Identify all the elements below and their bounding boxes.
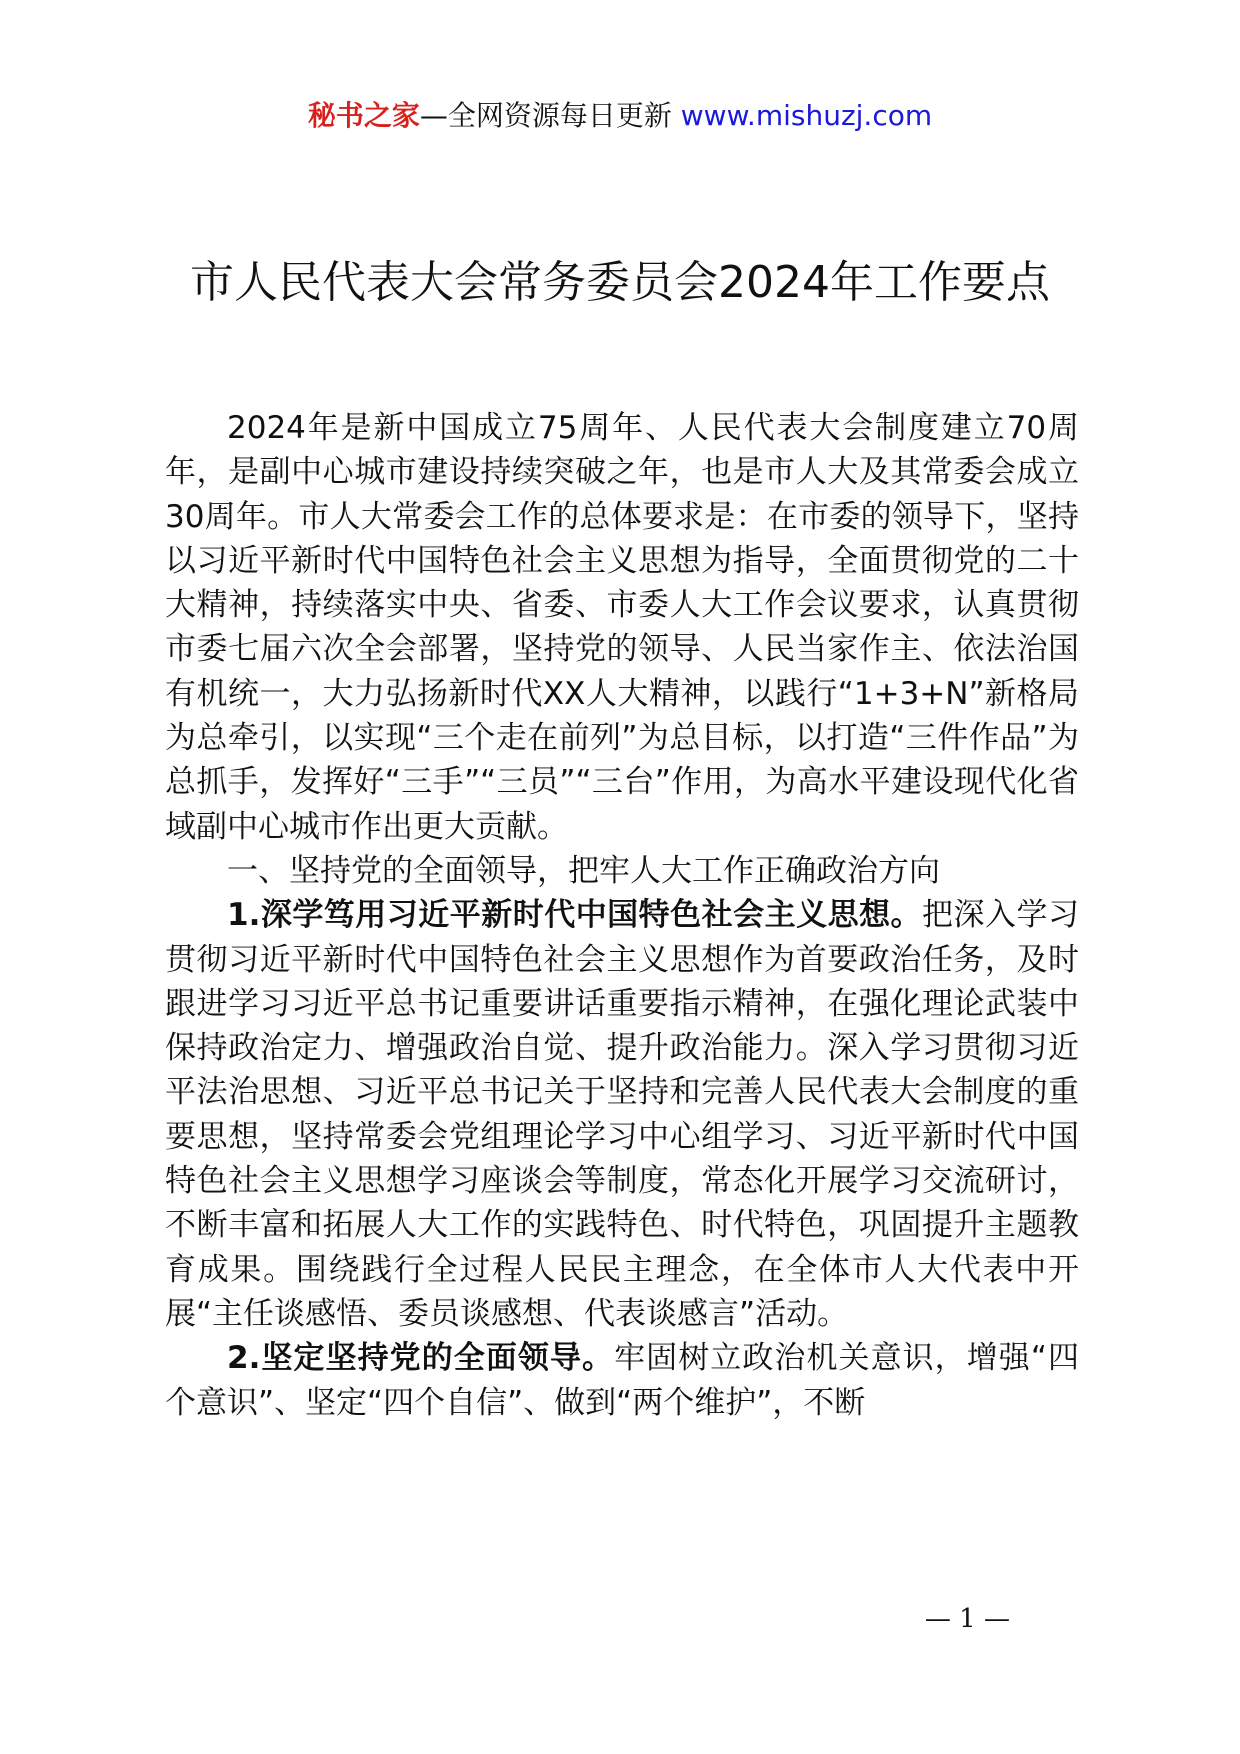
item-text: 牢固树立政治机关意识，增强“四个意识”、坚定“四个自信”、做到“两个维护”，不断 (165, 1340, 1079, 1421)
item-paragraph (165, 893, 1079, 1336)
item-lead: 1.深学笃用习近平新时代中国特色社会主义思想。 (227, 897, 923, 934)
site-brand: 秘书之家 (307, 99, 420, 132)
intro-paragraph: 2024年是新中国成立75周年、人民代表大会制度建立70周年，是副中心城市建设持续突破之年，也是市人大及其常委会成立30周年。市人大常委会工作的总体要求是：在市委的领导下，坚持以习近平新时代中国特色社会主义思想为指导，全面贯彻党的二十大精神，持续落实中央、省委、市委人大工作会议要求，认真贯彻市委七届六次全会部署，坚持党的领导、人民当家作主、依法治国有机统一，大力弘扬新时代XX人大精神，以践行“1+3+N”新格局为总牵引，以实现“三个走在前列”为总目标，以打造“三件作品”为总抓手，发挥好“三手”“三员”“三台”作用，为高水平建设现代化省域副中心城市作出更大贡献。 (165, 410, 1079, 845)
section-heading: 一、坚持党的全面领导，把牢人大工作正确政治方向 (227, 852, 940, 889)
document-title: 市人民代表大会常务委员会2024年工作要点 (190, 257, 1050, 308)
item-paragraph (165, 1336, 1079, 1425)
site-tagline: —全网资源每日更新 (419, 99, 681, 132)
site-banner (0, 96, 1240, 136)
site-url-link[interactable]: www.mishuzj.com (680, 99, 933, 132)
document-body (165, 406, 1079, 1425)
page-number: — 1 — (924, 1604, 1010, 1634)
item-text: 把深入学习贯彻习近平新时代中国特色社会主义思想作为首要政治任务，及时跟进学习习近平总书记重要讲话重要指示精神，在强化理论武装中保持政治定力、增强政治自觉、提升政治能力。深入学习贯彻习近平法治思想、习近平总书记关于坚持和完善人民代表大会制度的重要思想，坚持常委会党组理论学习中心组学习、习近平新时代中国特色社会主义思想学习座谈会等制度，常态化开展学习交流研讨，不断丰富和拓展人大工作的实践特色、时代特色，巩固提升主题教育成果。围绕践行全过程人民民主理念，在全体市人大代表中开展“主任谈感悟、委员谈感想、代表谈感言”活动。 (165, 897, 1079, 1332)
item-lead: 2.坚定坚持党的全面领导。 (227, 1340, 615, 1377)
